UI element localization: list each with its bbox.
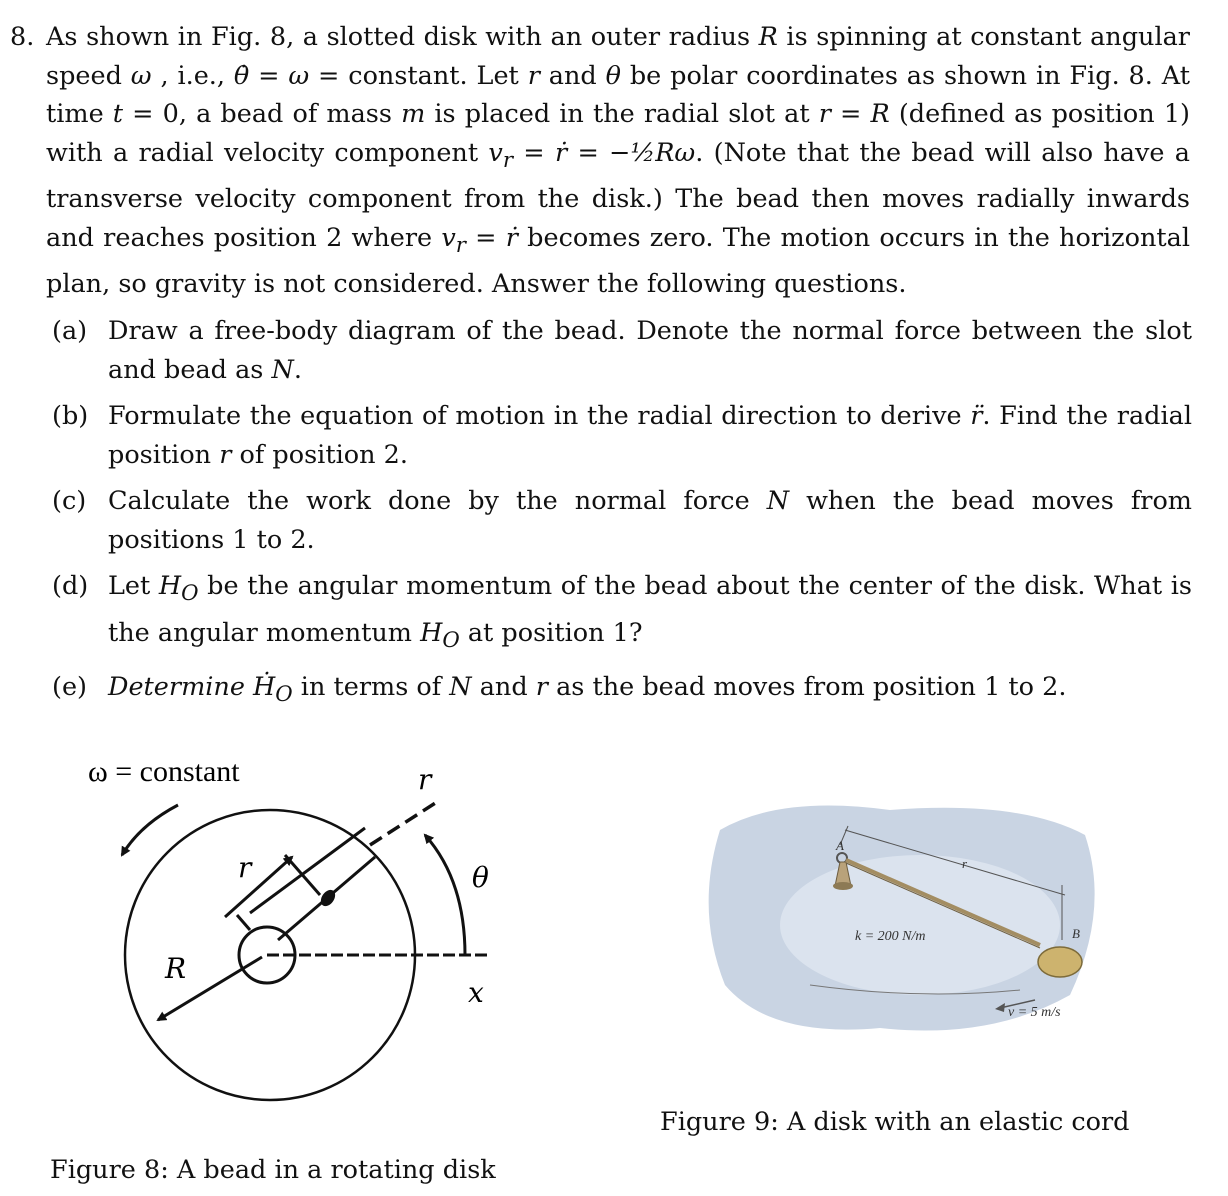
point-A: A xyxy=(836,838,844,853)
slot-edge-upper xyxy=(250,828,365,913)
r-label: r xyxy=(962,856,968,871)
x-label: x xyxy=(468,976,484,1009)
part-e: (e) Determine Ḣ$_O$ in terms of N and r as the bead moves from position 1 to 2. xyxy=(52,672,1067,708)
omega-label: ω = constant xyxy=(88,755,240,788)
part-d: (d) Let $H_O$ be the angular momentum of the bead about the center of the disk. What is the angular momentum $H_O$ at position 1? xyxy=(52,571,1192,653)
r-dimension-tick xyxy=(285,855,320,895)
theta-arc xyxy=(425,835,465,955)
point-B: B xyxy=(1072,926,1080,941)
rotation-arrow xyxy=(122,805,178,855)
k-label: k = 200 N/m xyxy=(855,929,926,944)
v-label: v = 5 m/s xyxy=(1008,1005,1061,1020)
figure-9-illustration xyxy=(690,790,1110,1040)
figure-9-caption: Figure 9: A disk with an elastic cord xyxy=(660,1107,1130,1137)
problem-intro: As shown in Fig. 8, a slotted disk with an outer radius R is spinning at constant angular speed ω , i.e., θ̇ = ω = constant. Let r and θ be polar coordinates as shown in Fig. 8. At time t = 0, a bead of mass m is placed in the radial slot at r = R (defined as position 1) with a radial velocity component $v_r$ = ṙ = −½Rω. (Note that the bead will also have a transverse velocity component from the disk.) The bead then moves radially inwards and reaches position 2 where $v_r$ = ṙ becomes zero. The motion occurs in the horizontal plan, so gravity is not considered. Answer the following questions. xyxy=(46,22,1190,300)
part-c: (c) Calculate the work done by the normal force N when the bead moves from positions 1 to 2. xyxy=(52,486,1192,555)
part-b: (b) Formulate the equation of motion in the radial direction to derive r̈. Find the radial position r of position 2. xyxy=(52,401,1192,470)
figure-8-caption: Figure 8: A bead in a rotating disk xyxy=(50,1155,496,1185)
ice-highlight xyxy=(780,855,1060,995)
disk-B xyxy=(1038,947,1082,977)
figure-8-diagram xyxy=(70,745,540,1165)
slot-end-cap xyxy=(237,915,250,930)
problem-statement xyxy=(10,18,1190,304)
part-a: (a) Draw a free-body diagram of the bead. Denote the normal force between the slot and bead as N. xyxy=(52,316,1192,385)
r-dimension-label: r xyxy=(238,851,252,884)
theta-label: θ xyxy=(472,861,489,894)
problem-number: 8. xyxy=(10,22,35,52)
question-parts xyxy=(52,312,1192,723)
r-axis-label: r xyxy=(418,763,432,796)
R-label: R xyxy=(165,952,187,985)
anchor-base xyxy=(833,882,853,890)
